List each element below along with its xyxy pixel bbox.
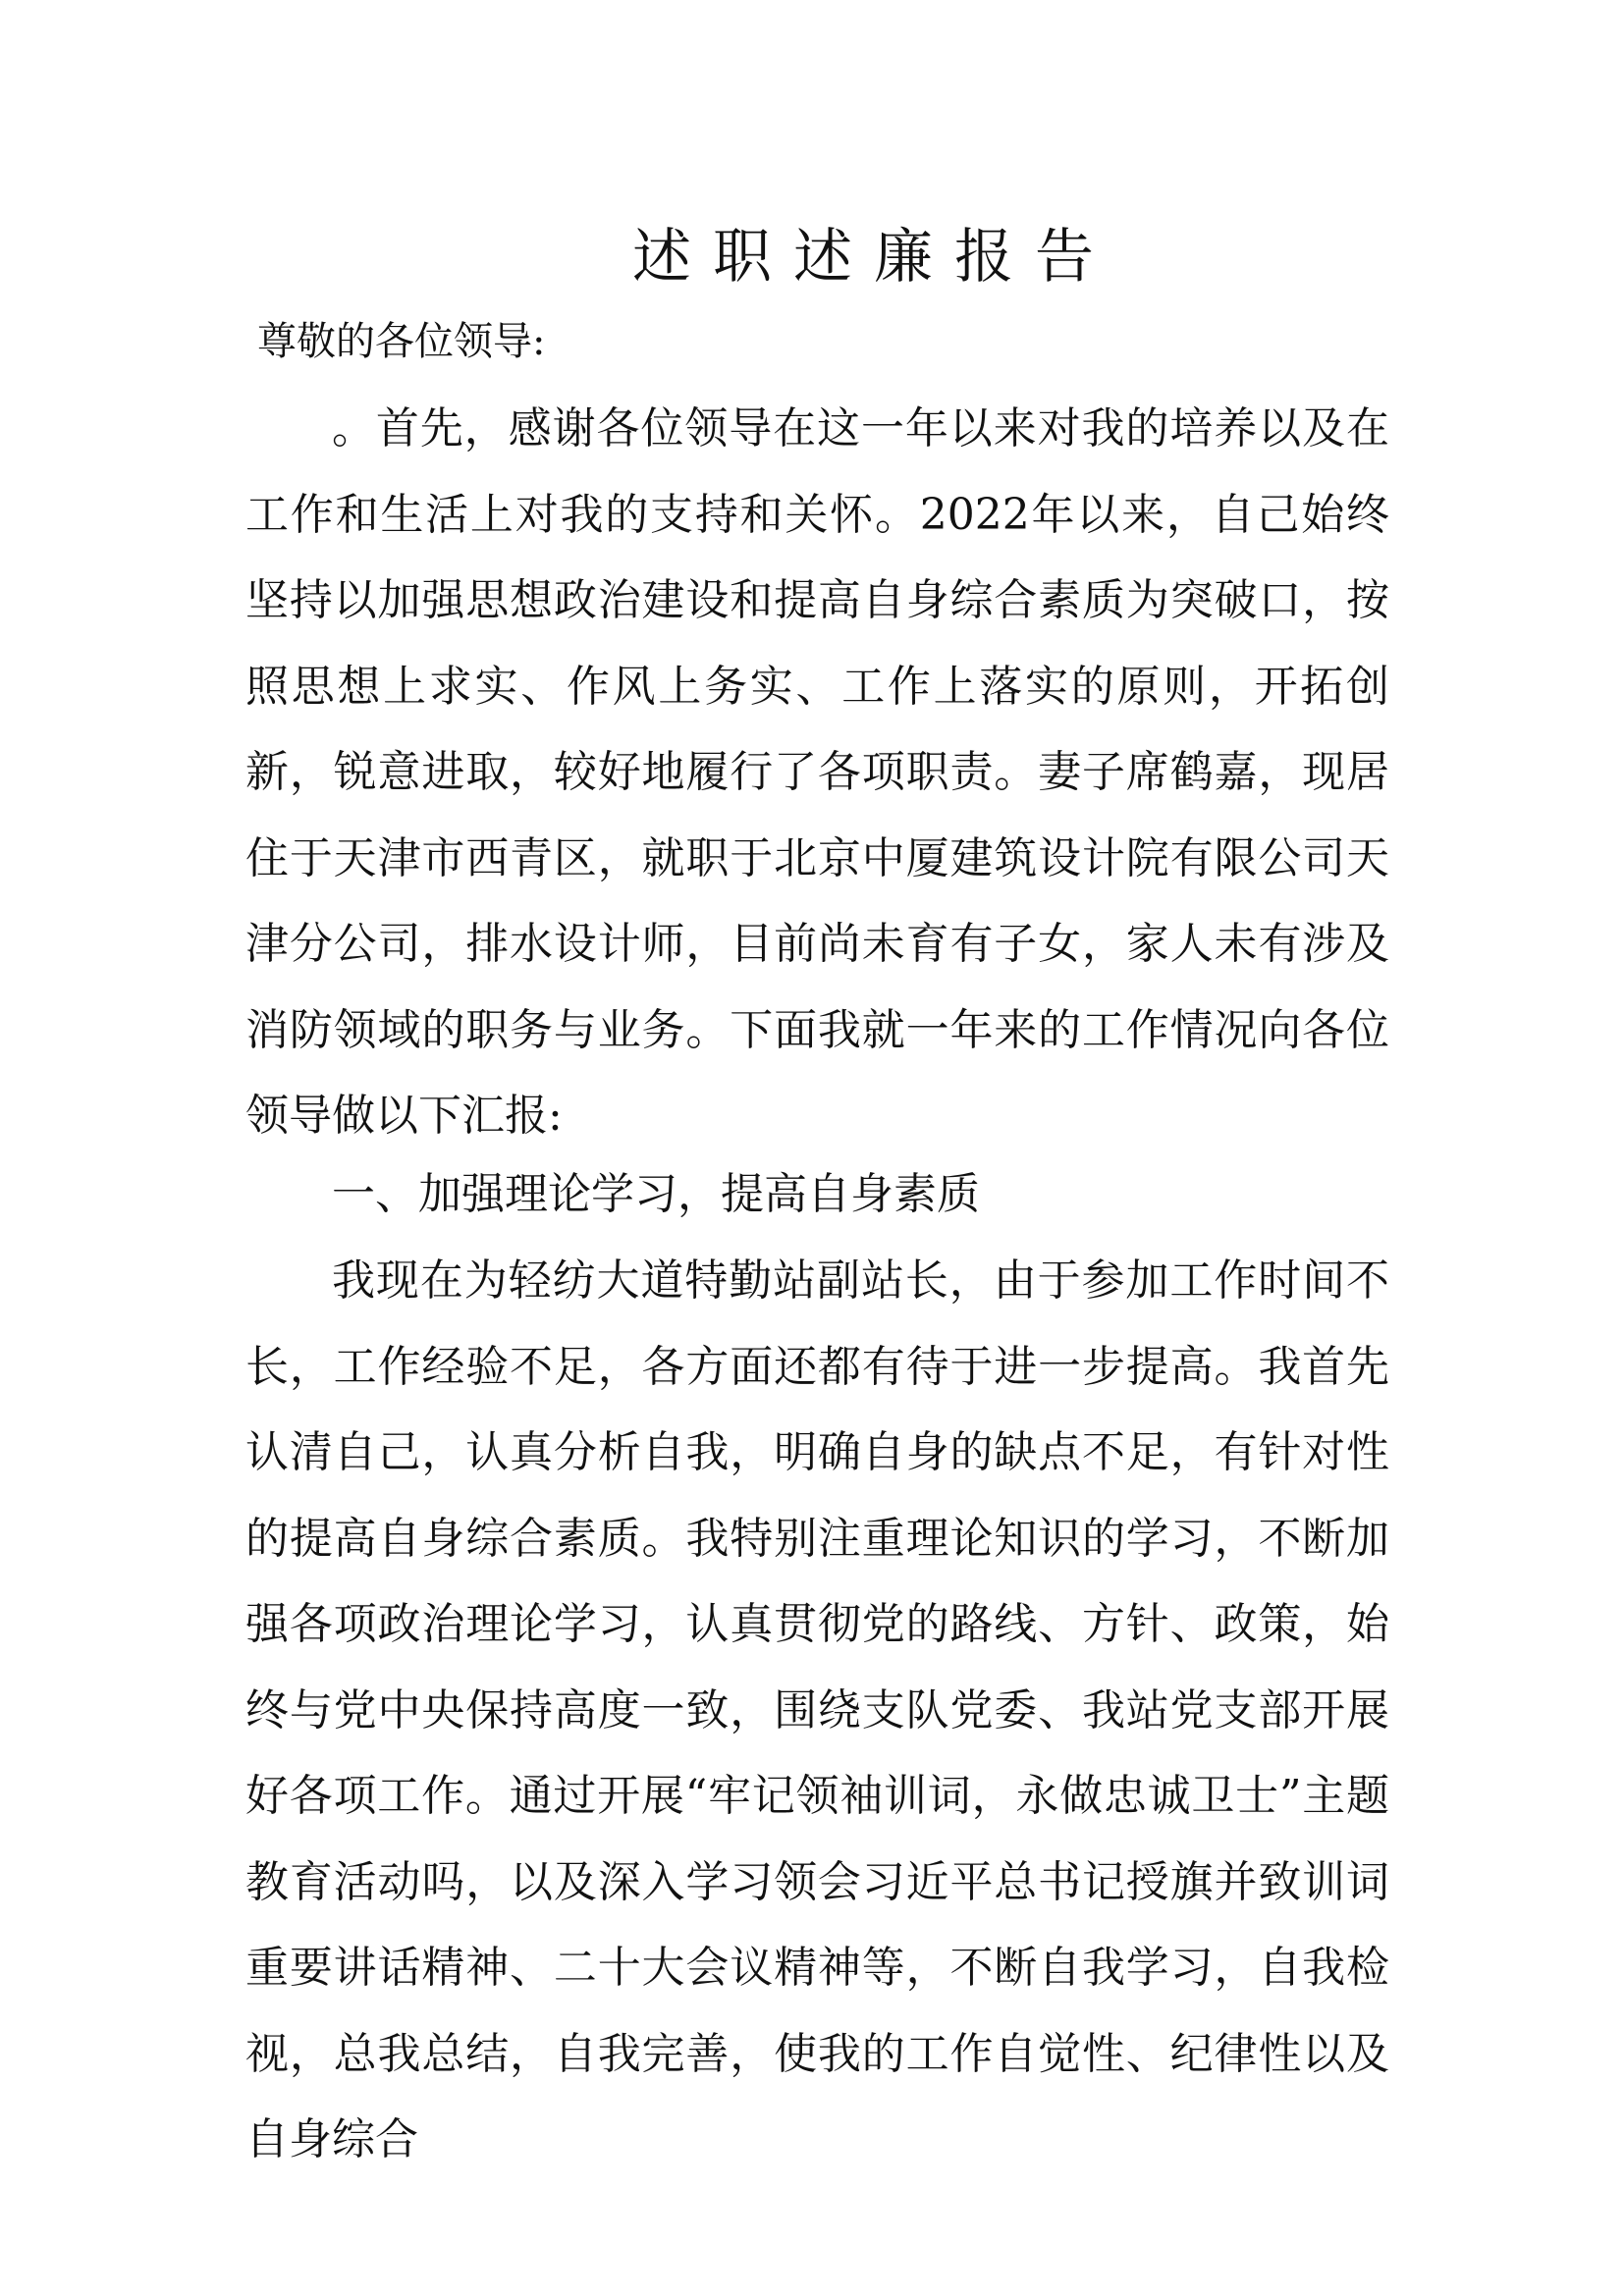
intro-paragraph: 。首先，感谢各位领导在这一年以来对我的培养以及在工作和生活上对我的支持和关怀。2022年以来，自己始终坚持以加强思想政治建设和提高自身综合素质为突破口，按照思想上求实、作风上务实、工作上落实的原则，开拓创新，锐意进取，较好地履行了各项职责。妻子席鹤嘉，现居住于天津市西青区，就职于北京中厦建筑设计院有限公司天津分公司，排水设计师，目前尚未育有子女，家人未有涉及消防领域的职务与业务。下面我就一年来的工作情况向各位领导做以下汇报: (245, 403, 1389, 1141)
document-title: 述职述廉报告 (632, 223, 1115, 292)
body-paragraph: 我现在为轻纺大道特勤站副站长，由于参加工作时间不长，工作经验不足，各方面还都有待于进一步提高。我首先认清自己，认真分析自我，明确自身的缺点不足，有针对性的提高自身综合素质。我特别注重理论知识的学习，不断加强各项政治理论学习，认真贯彻党的路线、方针、政策，始终与党中央保持高度一致，围绕支队党委、我站党支部开展好各项工作。通过开展“牢记领袖训词，永做忠诚卫士”主题教育活动吗，以及深入学习领会习近平总书记授旗并致训词重要讲话精神、二十大会议精神等，不断自我学习，自我检视，总我总结，自我完善，使我的工作自觉性、纪律性以及自身综合 (245, 1255, 1389, 2164)
section-heading: 一、加强理论学习，提高自身素质 (332, 1169, 980, 1219)
salutation: 尊敬的各位领导: (257, 319, 546, 364)
